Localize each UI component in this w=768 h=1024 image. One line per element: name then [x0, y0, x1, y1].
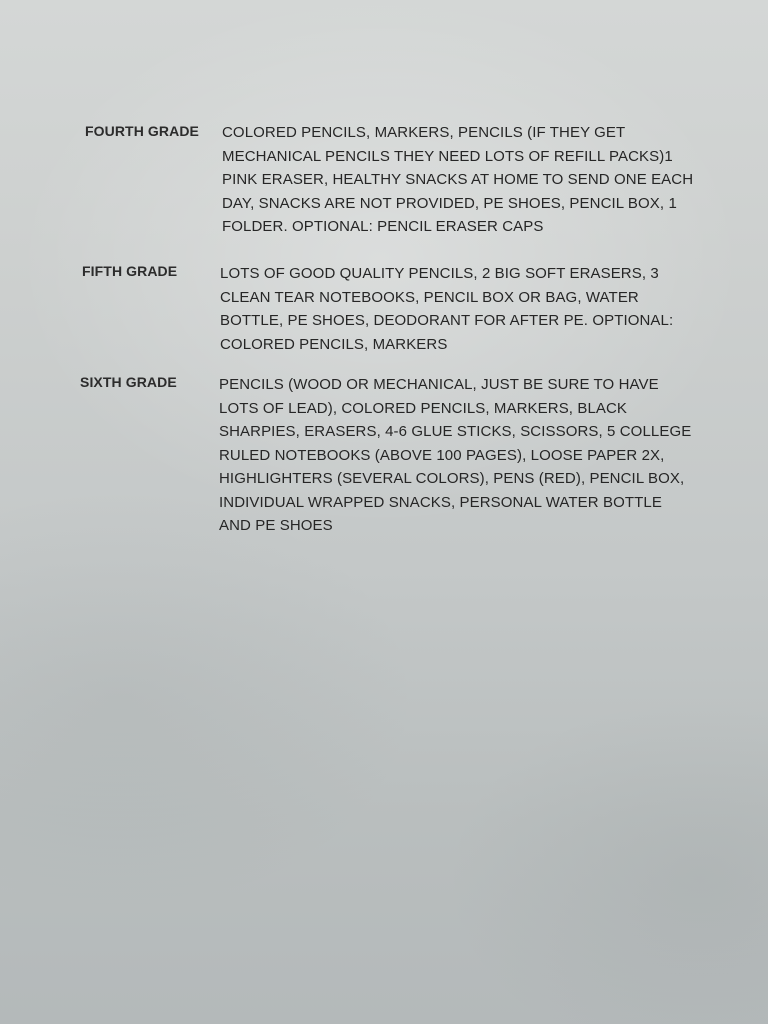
supply-line: SHARPIES, ERASERS, 4-6 GLUE STICKS, SCISSORS, 5 COLLEGE — [219, 423, 692, 440]
supply-line: LOTS OF LEAD), COLORED PENCILS, MARKERS, BLACK — [219, 399, 628, 417]
supply-line: FOLDER. OPTIONAL: PENCIL ERASER CAPS — [222, 218, 544, 235]
sixth-grade-heading: SIXTH GRADE — [80, 374, 177, 390]
supply-line: HIGHLIGHTERS (SEVERAL COLORS), PENS (RED), PENCIL BOX, — [219, 470, 685, 487]
fifth-grade-heading: FIFTH GRADE — [82, 263, 178, 279]
supply-line: BOTTLE, PE SHOES, DEODORANT FOR AFTER PE. OPTIONAL: — [220, 312, 674, 329]
supply-line: MECHANICAL PENCILS THEY NEED LOTS OF REFILL PACKS)1 — [222, 147, 673, 165]
supply-line: COLORED PENCILS, MARKERS, PENCILS (IF THEY GET — [222, 124, 626, 141]
supply-line: PINK ERASER, HEALTHY SNACKS AT HOME TO SEND ONE EACH — [222, 171, 694, 188]
supply-line: PENCILS (WOOD OR MECHANICAL, JUST BE SURE TO HAVE — [219, 376, 659, 393]
fifth-grade-supply-list — [220, 262, 673, 356]
fourth-grade-supply-list — [222, 121, 693, 239]
supply-line: CLEAN TEAR NOTEBOOKS, PENCIL BOX OR BAG, WATER — [220, 288, 639, 306]
supply-line: AND PE SHOES — [219, 517, 333, 534]
sixth-grade-supply-list — [219, 373, 691, 538]
supply-line: RULED NOTEBOOKS (ABOVE 100 PAGES), LOOSE PAPER 2X, — [219, 446, 665, 464]
supply-line: INDIVIDUAL WRAPPED SNACKS, PERSONAL WATER BOTTLE — [219, 493, 662, 511]
supply-line: LOTS OF GOOD QUALITY PENCILS, 2 BIG SOFT ERASERS, 3 — [220, 265, 659, 282]
supply-line: COLORED PENCILS, MARKERS — [220, 335, 448, 353]
fourth-grade-heading: FOURTH GRADE — [85, 123, 199, 139]
supply-line: DAY, SNACKS ARE NOT PROVIDED, PE SHOES, PENCIL BOX, 1 — [222, 194, 677, 212]
